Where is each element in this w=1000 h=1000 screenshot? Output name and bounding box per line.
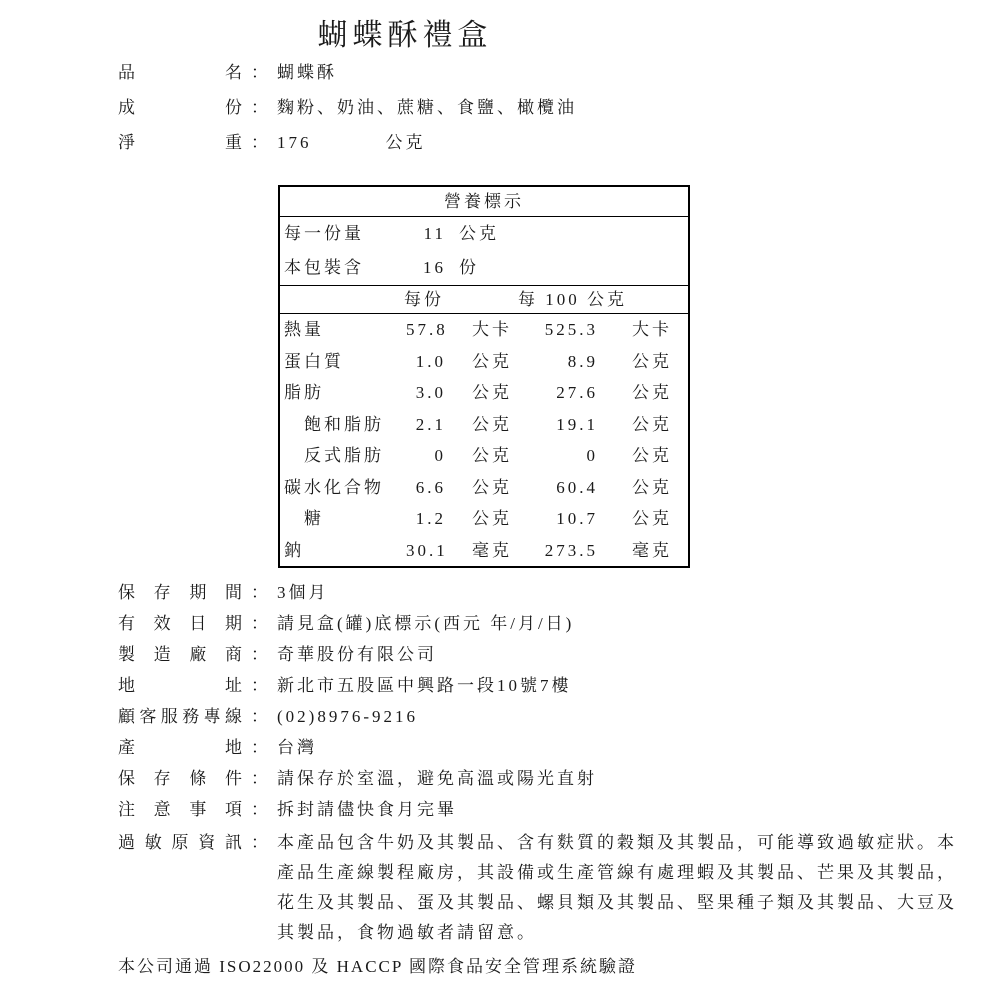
- nutrient-per-100g-unit: 公克: [632, 383, 672, 402]
- nutrient-name: 脂肪: [284, 383, 324, 402]
- nutrient-per-serving-unit: 毫克: [472, 540, 512, 560]
- nutrient-per-serving-value: 0: [434, 446, 446, 465]
- nutrition-row: [280, 503, 688, 535]
- detail-value: 台灣: [277, 738, 317, 757]
- detail-value: 拆封請儘快食月完畢: [277, 800, 457, 819]
- nutrition-table: [278, 185, 690, 568]
- nutrient-name: 反式脂肪: [284, 446, 384, 465]
- nutrition-row: [280, 377, 688, 409]
- detail-row: [118, 670, 597, 701]
- product-details-list: [118, 577, 597, 825]
- nutrient-per-serving-unit: 公克: [472, 351, 512, 371]
- nutrient-per-100g-unit: 公克: [632, 351, 672, 371]
- nutrient-per-100g-unit: 公克: [632, 446, 672, 465]
- colon-separator: ：: [251, 583, 271, 602]
- serving-unit: 份: [459, 258, 479, 277]
- nutrient-per-serving-value: 1.2: [415, 509, 446, 528]
- nutrient-per-serving-value: 30.1: [406, 540, 448, 560]
- info-label: 淨重: [118, 133, 245, 152]
- detail-value: 請保存於室溫，避免高溫或陽光直射: [277, 769, 597, 788]
- nutrition-row: [280, 472, 688, 504]
- detail-label: 保存條件: [118, 769, 245, 788]
- nutrient-per-serving-unit: 公克: [472, 446, 512, 465]
- colon-separator: ：: [251, 676, 271, 695]
- nutrient-per-100g-value: 19.1: [556, 414, 598, 434]
- serving-value: 16: [423, 258, 446, 277]
- colon-separator: ：: [251, 738, 271, 757]
- nutrition-row: [280, 409, 688, 441]
- detail-row: [118, 701, 597, 732]
- nutrient-name: 鈉: [284, 540, 304, 560]
- info-label: 品名: [118, 63, 245, 82]
- detail-value: 請見盒(罐)底標示(西元 年/月/日): [277, 614, 575, 633]
- nutrient-per-100g-unit: 公克: [632, 509, 672, 528]
- info-unit: 公克: [385, 133, 426, 152]
- detail-label: 有效日期: [118, 614, 245, 633]
- nutrient-per-serving-unit: 公克: [472, 414, 512, 434]
- allergen-value: 本產品包含牛奶及其製品、含有麩質的穀類及其製品，可能導致過敏症狀。本產品生產線製程廠房，其設備或生產管線有處理蝦及其製品、芒果及其製品，花生及其製品、蛋及其製品、螺貝類及其製品、堅果種子類及其製品、大豆及其製品，食物過敏者請留意。: [277, 833, 957, 942]
- detail-label: 保存期間: [118, 583, 245, 602]
- detail-row: [118, 763, 597, 794]
- info-value: 蝴蝶酥: [277, 63, 337, 82]
- nutrition-row: [280, 440, 688, 472]
- nutrient-name: 碳水化合物: [284, 477, 384, 497]
- nutrient-per-serving-unit: 公克: [472, 509, 512, 528]
- colon-separator: ：: [251, 614, 271, 633]
- nutrient-name: 糖: [284, 509, 324, 528]
- detail-row: [118, 608, 597, 639]
- column-per-serving: 每份: [404, 290, 444, 309]
- info-value: 麴粉、奶油、蔗糖、食鹽、橄欖油: [277, 98, 577, 117]
- product-info-row: [118, 125, 577, 160]
- nutrition-serving-row: [280, 217, 688, 251]
- nutrient-per-100g-value: 60.4: [556, 477, 598, 497]
- colon-separator: ：: [251, 833, 271, 852]
- nutrition-serving-section: [280, 217, 688, 286]
- detail-value: 新北市五股區中興路一段10號7樓: [277, 676, 572, 695]
- colon-separator: ：: [251, 98, 271, 117]
- nutrient-per-100g-value: 0: [586, 446, 598, 465]
- nutrient-per-100g-value: 10.7: [556, 509, 598, 528]
- nutrient-per-100g-unit: 大卡: [632, 320, 672, 339]
- column-per-100g: 每 100 公克: [518, 290, 627, 309]
- nutrient-per-serving-value: 6.6: [415, 477, 446, 497]
- detail-label: 注意事項: [118, 800, 245, 819]
- detail-row: [118, 732, 597, 763]
- nutrient-per-serving-unit: 大卡: [472, 320, 512, 339]
- colon-separator: ：: [251, 769, 271, 788]
- nutrient-per-100g-unit: 毫克: [632, 540, 672, 560]
- product-info-row: [118, 55, 577, 90]
- detail-row: [118, 577, 597, 608]
- serving-label: 每一份量: [284, 224, 364, 243]
- detail-value: 3個月: [277, 583, 329, 602]
- nutrient-per-100g-value: 27.6: [556, 383, 598, 402]
- allergen-label: 過敏原資訊: [118, 833, 245, 852]
- detail-row: [118, 794, 597, 825]
- serving-label: 本包裝含: [284, 258, 364, 277]
- nutrient-per-serving-unit: 公克: [472, 477, 512, 497]
- nutrition-row: [280, 314, 688, 346]
- certification-footer: 本公司通過 ISO22000 及 HACCP 國際食品安全管理系統驗證: [118, 957, 637, 976]
- nutrient-per-serving-value: 2.1: [415, 414, 446, 434]
- nutrition-row: [280, 346, 688, 378]
- nutrient-name: 飽和脂肪: [284, 414, 384, 434]
- colon-separator: ：: [251, 645, 271, 664]
- colon-separator: ：: [251, 133, 271, 152]
- detail-row: [118, 639, 597, 670]
- nutrition-rows: [280, 314, 688, 566]
- nutrient-per-100g-value: 525.3: [544, 320, 598, 339]
- detail-value: (02)8976-9216: [277, 707, 418, 726]
- nutrient-name: 蛋白質: [284, 351, 344, 371]
- product-info-list: [118, 55, 577, 160]
- product-info-row: [118, 90, 577, 125]
- colon-separator: ：: [251, 707, 271, 726]
- info-value: 176: [277, 133, 312, 152]
- colon-separator: ：: [251, 800, 271, 819]
- nutrient-per-serving-value: 57.8: [406, 320, 448, 339]
- nutrition-row: [280, 535, 688, 567]
- page-title: 蝴蝶酥禮盒: [317, 19, 493, 52]
- detail-label: 地址: [118, 676, 245, 695]
- detail-value: 奇華股份有限公司: [277, 645, 437, 664]
- detail-label: 製造廠商: [118, 645, 245, 664]
- detail-label: 顧客服務專線: [118, 707, 245, 726]
- nutrient-per-serving-value: 3.0: [415, 383, 446, 402]
- nutrition-serving-row: [280, 251, 688, 285]
- serving-unit: 公克: [459, 224, 499, 243]
- nutrient-per-100g-unit: 公克: [632, 477, 672, 497]
- nutrient-per-100g-value: 8.9: [567, 351, 598, 371]
- detail-label: 產地: [118, 738, 245, 757]
- nutrient-per-serving-unit: 公克: [472, 383, 512, 402]
- allergen-info-row: [118, 828, 971, 948]
- nutrient-per-serving-value: 1.0: [415, 351, 446, 371]
- info-label: 成份: [118, 98, 245, 117]
- serving-value: 11: [423, 224, 446, 243]
- nutrient-name: 熱量: [284, 320, 324, 339]
- nutrition-column-headers: [280, 286, 688, 314]
- nutrient-per-100g-unit: 公克: [632, 414, 672, 434]
- nutrient-per-100g-value: 273.5: [544, 540, 598, 560]
- nutrition-table-title: 營養標示: [280, 187, 688, 217]
- colon-separator: ：: [251, 63, 271, 82]
